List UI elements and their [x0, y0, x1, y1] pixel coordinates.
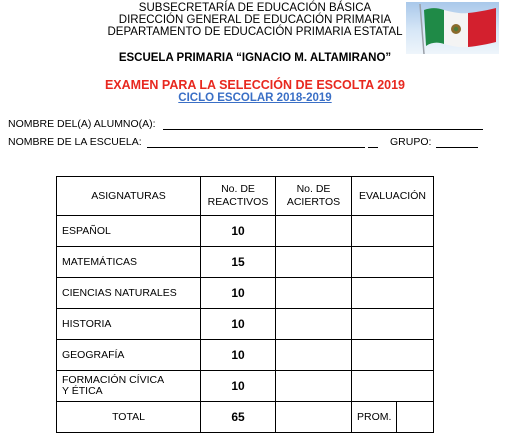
student-name-field[interactable]	[163, 129, 483, 130]
table-row	[57, 278, 434, 309]
items-cell: 10	[201, 309, 276, 340]
table-row	[57, 371, 434, 402]
correct-cell[interactable]	[276, 278, 352, 309]
total-row	[57, 402, 434, 433]
mexican-flag-icon	[406, 2, 499, 54]
correct-cell[interactable]	[276, 216, 352, 247]
total-items: 65	[201, 402, 276, 433]
table-header-row	[57, 177, 434, 216]
header-items: No. DE REACTIVOS	[201, 177, 276, 216]
subject-cell: ESPAÑOL	[57, 216, 201, 247]
table-row	[57, 340, 434, 371]
items-cell: 10	[201, 216, 276, 247]
evaluation-cell[interactable]	[352, 371, 434, 402]
table-row	[57, 216, 434, 247]
items-cell: 10	[201, 371, 276, 402]
evaluation-cell[interactable]	[352, 309, 434, 340]
items-cell: 10	[201, 340, 276, 371]
school-name-field-extra	[368, 147, 378, 148]
group-label: GRUPO:	[390, 136, 432, 148]
evaluation-cell[interactable]	[352, 278, 434, 309]
evaluation-cell[interactable]	[352, 247, 434, 278]
subject-cell: HISTORIA	[57, 309, 201, 340]
items-cell: 15	[201, 247, 276, 278]
flag-graphic	[406, 2, 499, 54]
subject-cell: CIENCIAS NATURALES	[57, 278, 201, 309]
header-line-2: DIRECCIÓN GENERAL DE EDUCACIÓN PRIMARIA	[118, 14, 392, 26]
prom-cell[interactable]	[352, 402, 434, 433]
school-cycle: CICLO ESCOLAR 2018-2019	[178, 92, 332, 104]
items-cell: 10	[201, 278, 276, 309]
subject-cell: GEOGRAFÍA	[57, 340, 201, 371]
correct-cell[interactable]	[276, 247, 352, 278]
exam-title: EXAMEN PARA LA SELECCIÓN DE ESCOLTA 2019	[104, 78, 406, 92]
header-subjects: ASIGNATURAS	[57, 177, 201, 216]
school-name-field[interactable]	[147, 147, 365, 148]
school-name: ESCUELA PRIMARIA “IGNACIO M. ALTAMIRANO”	[118, 52, 392, 64]
correct-cell[interactable]	[276, 340, 352, 371]
correct-cell[interactable]	[276, 309, 352, 340]
school-name-label: NOMBRE DE LA ESCUELA:	[8, 136, 142, 148]
subject-cell: FORMACIÓN CÍVICA Y ÉTICA	[57, 371, 201, 402]
header-line-3: DEPARTAMENTO DE EDUCACIÓN PRIMARIA ESTATAL	[107, 26, 403, 38]
header-evaluation: EVALUACIÓN	[352, 177, 434, 216]
evaluation-cell[interactable]	[352, 340, 434, 371]
subject-cell: MATEMÁTICAS	[57, 247, 201, 278]
grades-table	[56, 176, 434, 433]
table-row	[57, 247, 434, 278]
correct-cell[interactable]	[276, 371, 352, 402]
total-label: TOTAL	[57, 402, 201, 433]
table-row	[57, 309, 434, 340]
prom-divider	[396, 402, 397, 432]
student-name-label: NOMBRE DEL(A) ALUMNO(A):	[8, 118, 156, 130]
header-correct: No. DE ACIERTOS	[276, 177, 352, 216]
prom-label: PROM.	[357, 411, 392, 423]
group-field[interactable]	[436, 147, 478, 148]
evaluation-cell[interactable]	[352, 216, 434, 247]
total-correct-cell[interactable]	[276, 402, 352, 433]
header-line-1: SUBSECRETARÍA DE EDUCACIÓN BÁSICA	[138, 2, 372, 14]
